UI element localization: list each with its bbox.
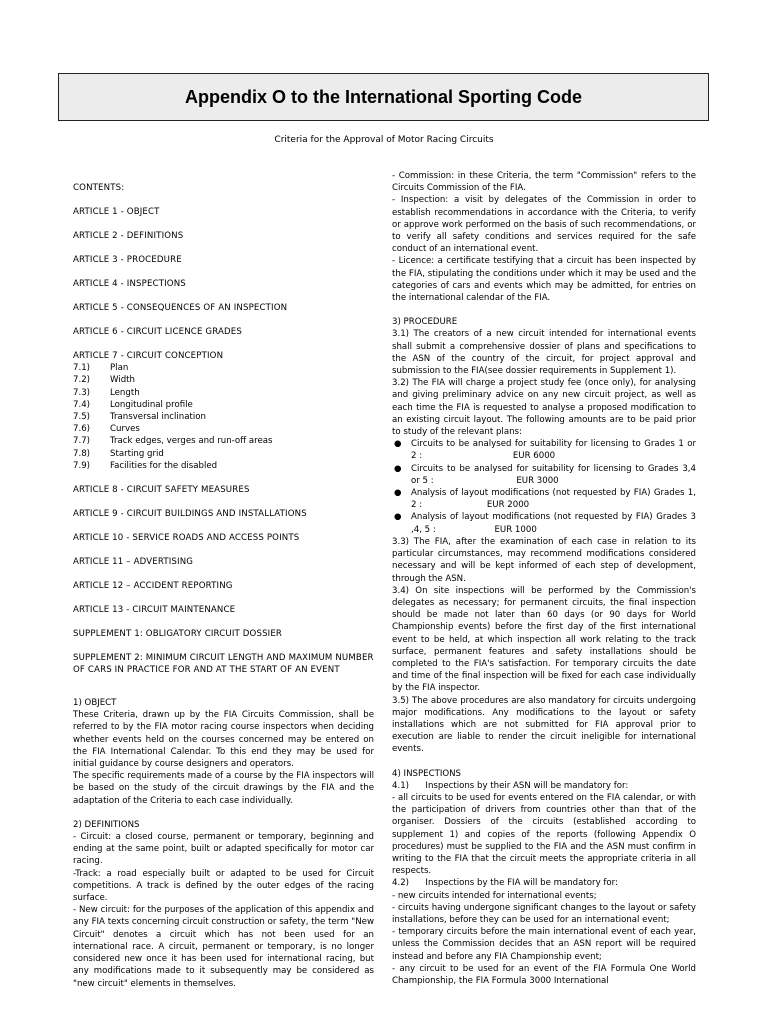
section1-heading: 1) OBJECT (73, 698, 117, 709)
inspections-4-2-item: - circuits having undergone significant changes to the layout or safety installations, before they can be used for an international event; (392, 902, 696, 925)
toc-article-8: ARTICLE 8 - CIRCUIT SAFETY MEASURES (73, 484, 250, 495)
list-item: ● Circuits to be analysed for suitability for licensing to Grades 3,4 or 5 : EUR 3000 (394, 463, 696, 486)
sub-item: 7.1) Plan (73, 363, 129, 374)
fee-amount: EUR 6000 (512, 451, 556, 462)
toc-article-5: ARTICLE 5 - CONSEQUENCES OF AN INSPECTION (73, 303, 288, 313)
toc-supplement-2: SUPPLEMENT 2: MINIMUM CIRCUIT LENGTH AND MAXIMUM NUMBER OF CARS IN PRACTICE FOR AND AT THE START OF AN EVENT (73, 652, 374, 676)
list-item: ● Analysis of layout modifications (not requested by FIA) Grades 3 ,4, 5 : EUR 1000 (394, 512, 696, 535)
sub-item: 7.6) Curves (73, 424, 140, 435)
procedure-3-3: 3.3) The FIA, after the examination of each case in relation to its particular circumstances, may recommend modifications considered necessary and will be kept informed of each step of development, through the ASN. (392, 536, 696, 584)
contents-heading: CONTENTS: (73, 183, 125, 193)
sub-item: 7.8) Starting grid (73, 448, 164, 459)
toc-article-9: ARTICLE 9 - CIRCUIT BUILDINGS AND INSTALLATIONS (73, 508, 307, 519)
title-box (58, 73, 709, 121)
fee-amount: EUR 2000 (486, 500, 530, 511)
inspections-4-1-item: - all circuits to be used for events entered on the FIA calendar, or with the participation of drivers from countries other than that of the organiser. Dossiers of the circuits (established according to supplement 1) and copies of the reports (following Appendix O procedures) must be supplied to the FIA and the ASN must confirm in writing to the FIA that the circuit meets the appropriate criteria in all respects. (392, 792, 696, 877)
toc-article-11: ARTICLE 11 – ADVERTISING (73, 556, 194, 567)
document-title: Appendix O to the International Sporting Code (185, 86, 582, 107)
toc-article-2: ARTICLE 2 - DEFINITIONS (73, 231, 184, 241)
fee-amount: EUR 3000 (516, 475, 559, 486)
toc-article-1: ARTICLE 1 - OBJECT (73, 207, 160, 217)
sub-item: 7.5) Transversal inclination (73, 412, 206, 423)
document-subtitle: Criteria for the Approval of Motor Racing Circuits (274, 135, 494, 145)
bullet-icon: ● (394, 488, 402, 499)
procedure-3-5: 3.5) The above procedures are also mandatory for circuits undergoing major modifications. Any modifications to the layout or safety installations which are not submitted for FIA approval prior to execution are liable to render the circuit ineligible for international events. (392, 695, 696, 755)
definition-new-circuit: - New circuit: for the purposes of the application of this appendix and any FIA texts concerning circuit construction or safety, the term "New Circuit" denotes a circuit which has not been used for an international race. A circuit, permanent or temporary, is no longer considered new once it has been used for international racing, but any modifications made to it subsequently may be considered as "new circuit" elements in themselves. (73, 905, 374, 989)
fee-amount: EUR 1000 (494, 524, 537, 535)
toc-article-13: ARTICLE 13 - CIRCUIT MAINTENANCE (73, 604, 236, 615)
section1-paragraph: The specific requirements made of a course by the FIA inspectors will be based on the study of the circuit drawings by the FIA and the adaptation of the Criteria to each case individually. (73, 771, 374, 806)
section4-heading: 4) INSPECTIONS (392, 768, 462, 779)
toc-article-7: ARTICLE 7 - CIRCUIT CONCEPTION (73, 351, 224, 361)
bullet-icon: ● (394, 439, 402, 450)
sub-item: 7.2) Width (73, 375, 135, 386)
definition-circuit: - Circuit: a closed course, permanent or temporary, beginning and ending at the same point, built or adapted specifically for motor car racing. (73, 832, 374, 867)
definition-track: -Track: a road especially built or adapted to be used for Circuit competitions. A track is defined by the outer edges of the racing surface. (73, 868, 374, 904)
procedure-3-4: 3.4) On site inspections will be performed by the Commission's delegates as necessary; for permanent circuits, the final inspection should be made not later than 60 days (or 90 days for World Championship events) before the first day of the first international event to be held, at which inspection all work relating to the track surface, permanent features and safety installations should be completed to the FIA's satisfaction. For temporary circuits the date and time of the final inspection will be fixed for each case individually by the FIA inspector. (392, 585, 696, 694)
definition-inspection: - Inspection: a visit by delegates of the Commission in order to establish recommendations in accordance with the Criteria, to verify or approve work performed on the basis of such recommendations, or to verify all safety conditions and services required for the safe conduct of an international event. (392, 195, 696, 255)
section3-heading: 3) PROCEDURE (392, 317, 458, 328)
inspections-4-2-item: - new circuits intended for international events; (392, 890, 597, 901)
definition-commission: - Commission: in these Criteria, the term "Commission" refers to the Circuits Commission of the FIA. (392, 171, 696, 194)
bullet-icon: ● (394, 512, 402, 523)
toc-article-10: ARTICLE 10 - SERVICE ROADS AND ACCESS POINTS (73, 532, 300, 543)
list-item: ● Analysis of layout modifications (not requested by FIA) Grades 1, 2 : EUR 2000 (394, 488, 696, 511)
section2-heading: 2) DEFINITIONS (73, 819, 140, 830)
bullet-icon: ● (394, 463, 402, 474)
list-item: ● Circuits to be analysed for suitability for licensing to Grades 1 or 2 : EUR 6000 (394, 439, 696, 462)
left-column (73, 182, 374, 990)
toc-article-12: ARTICLE 12 – ACCIDENT REPORTING (73, 580, 233, 591)
inspections-4-2-item: - any circuit to be used for an event of the FIA Formula One World Championship, the FIA Formula 3000 International (392, 963, 696, 986)
inspections-4-2: 4.2) Inspections by the FIA will be mandatory for: (392, 878, 618, 889)
inspections-4-2-item: - temporary circuits before the main international event of each year, unless the Commission decides that an ASN report will be required instead and before any FIA Championship event; (392, 927, 696, 962)
toc-supplement-1: SUPPLEMENT 1: OBLIGATORY CIRCUIT DOSSIER (73, 628, 283, 639)
procedure-3-1: 3.1) The creators of a new circuit intended for international events shall submit a comprehensive dossier of plans and specifications to the ASN of the country of the circuit, for project approval and submission to the FIA(see dossier requirements in Supplement 1). (392, 329, 696, 377)
inspections-4-1: 4.1) Inspections by their ASN will be mandatory for: (392, 780, 629, 791)
toc-article-3: ARTICLE 3 - PROCEDURE (73, 255, 182, 265)
sub-item: 7.7) Track edges, verges and run-off areas (73, 436, 273, 447)
fee-list (392, 438, 696, 536)
procedure-3-2: 3.2) The FIA will charge a project study fee (once only), for analysing and giving preliminary advice on any new circuit project, as well as each time the FIA is requested to analyse a proposed modification to an existing circuit layout. The following amounts are to be paid prior to study of the relevant plans: (392, 378, 696, 438)
toc-article-6: ARTICLE 6 - CIRCUIT LICENCE GRADES (73, 327, 242, 337)
toc-article-4: ARTICLE 4 - INSPECTIONS (73, 279, 186, 289)
article7-sublist (73, 362, 374, 472)
definition-licence: - Licence: a certificate testifying that a circuit has been inspected by the FIA, stipulating the conditions under which it may be used and the categories of cars and events which may be admitted, for entries on the international calendar of the FIA. (392, 256, 696, 304)
sub-item: 7.3) Length (73, 387, 140, 398)
sub-item: 7.9) Facilities for the disabled (73, 460, 218, 471)
section1-paragraph: These Criteria, drawn up by the FIA Circuits Commission, shall be referred to by the FIA motor racing course inspectors when deciding whether events held on the courses concerned may be entered on the FIA International Calendar. To this end they may be used for initial guidance by course designers and operators. (73, 710, 374, 770)
right-column (392, 170, 696, 987)
sub-item: 7.4) Longitudinal profile (73, 399, 193, 410)
